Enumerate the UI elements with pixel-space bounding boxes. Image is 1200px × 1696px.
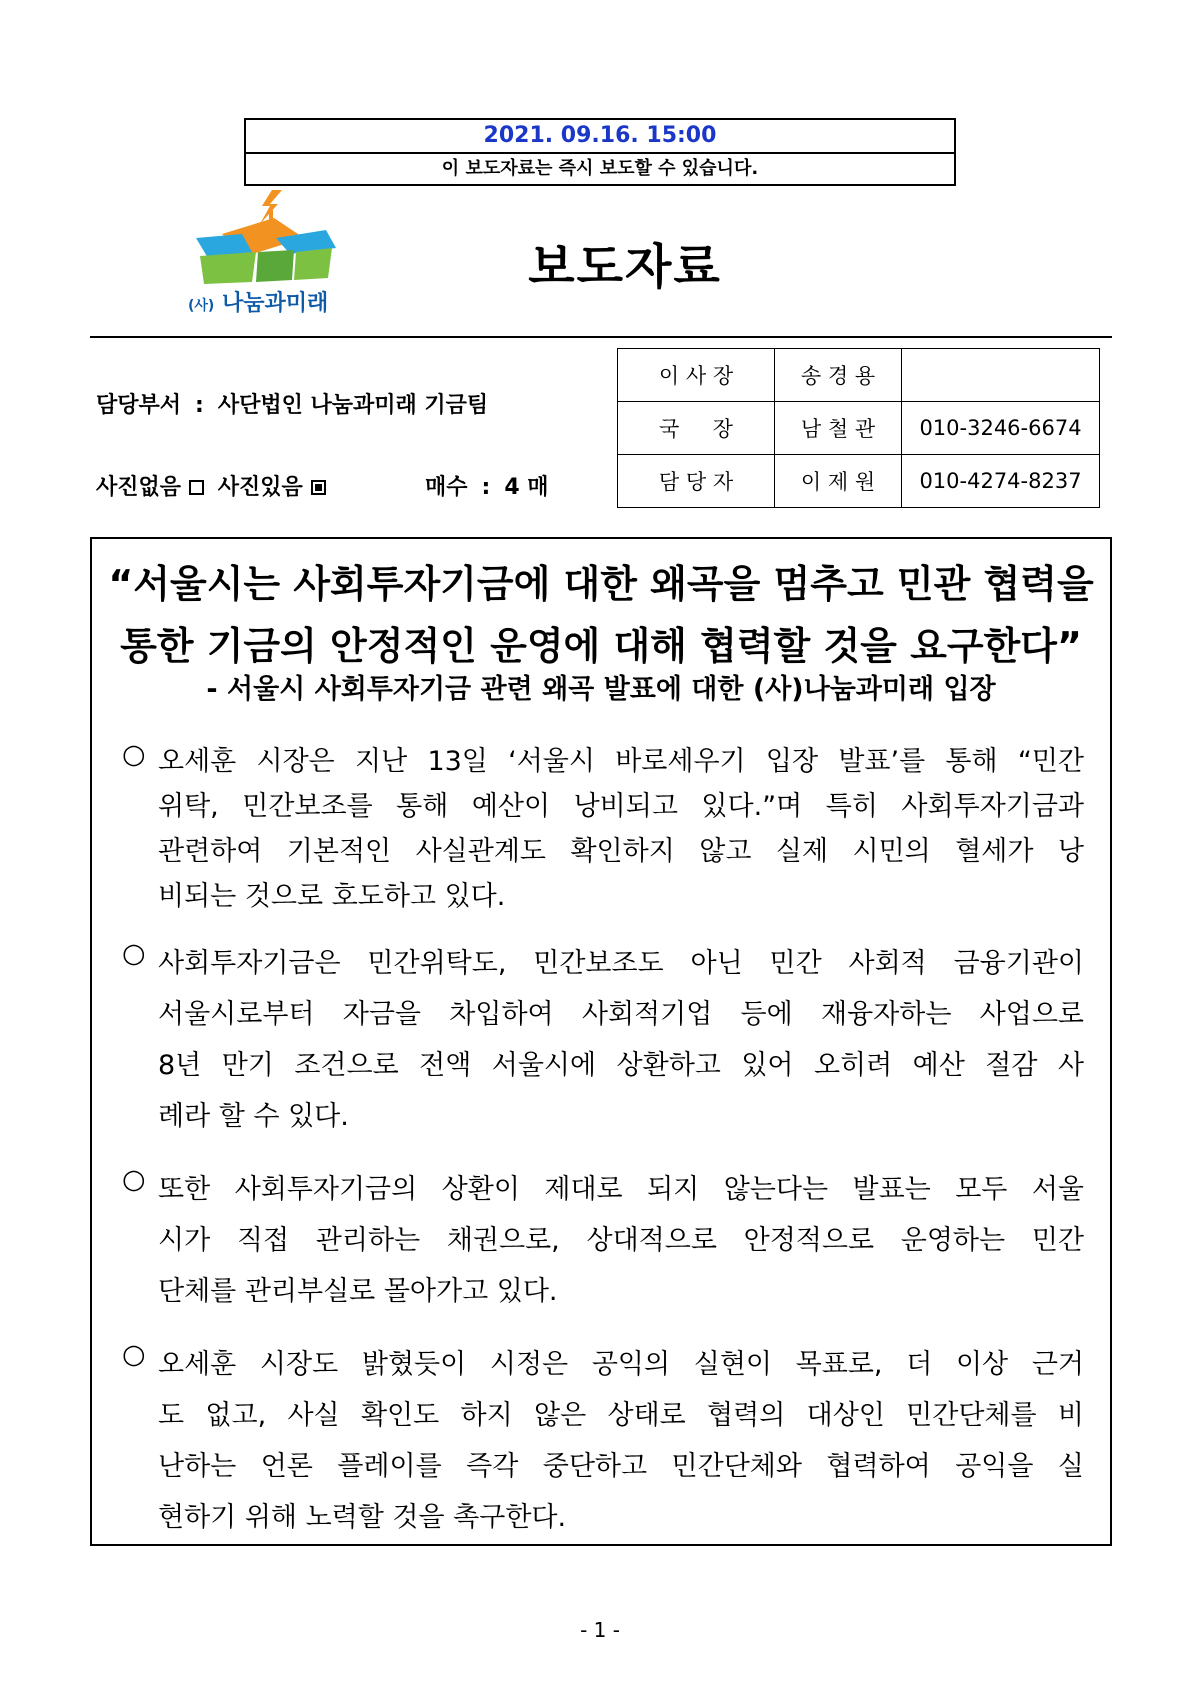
contact-name: 이 제 원 [775, 455, 902, 508]
photo-status: 사진없음 사진있음 [96, 470, 332, 501]
main-content-box: “서울시는 사회투자기금에 대한 왜곡을 멈추고 민관 협력을 통한 기금의 안정적인 운영에 대해 협력할 것을 요구한다” - 서울시 사회투자기금 관련 왜곡 발표에 대한 (사)나눔과미래 입장 ○ 오세훈 시장은 지난 13일 ‘서울시 바로세우기 입장 발표’를 통해 “민간 위탁, 민간보조를 통해 예산이 낭비되고 있다.”며 특히 사회투자기금과 관련하여 기본적인 사실관계도 확인하지 않고 실제 시민의 혈세가 낭 비되는 것으로 호도하고 있다. ○ 사회투자기금은 민간위탁도, 민간보조도 아닌 민간 사회적 금융기관이 서울시로부터 자금을 차입하여 사회적기업 등에 재융자하는 사업으로 8년 만기 조건으로 전액 서울시에 상환하고 있어 오히려 예산 절감 사 례라 할 수 있다. ○ 또한 사회투자기금의 상환이 제대로 되지 않는다는 발표는 모두 서울 시가 직접 관리하는 채권으로, 상대적으로 안정적으로 운영하는 민간 단체를 관리부실로 몰아가고 있다. ○ 오세훈 시장도 밝혔듯이 시정은 공익의 실현이 목표로, 더 이상 근거 도 없고, 사실 확인도 하지 않은 상태로 협력의 대상인 민간단체를 비 난하는 언론 플레이를 즉각 중단하고 민간단체와 협력하여 공익을 실 현하기 위해 노력할 것을 촉구한다. [90, 537, 1112, 1546]
release-note: 이 보도자료는 즉시 보도할 수 있습니다. [441, 158, 759, 179]
bullet: ○ [122, 938, 146, 969]
contact-table [617, 348, 1100, 508]
house-logo-icon [186, 190, 376, 290]
no-photo-checkbox [189, 480, 204, 495]
department-line: 담당부서 : 사단법인 나눔과미래 기금팀 [96, 393, 489, 418]
contact-role: 담 당 자 [618, 455, 775, 508]
photo-checkbox [311, 480, 326, 495]
page-count: 매수 : 4 매 [425, 475, 549, 500]
subheadline: - 서울시 사회투자기금 관련 왜곡 발표에 대한 (사)나눔과미래 입장 [206, 674, 996, 705]
contact-name: 송 경 용 [775, 349, 902, 402]
table-row [618, 402, 1100, 455]
release-date: 2021. 09.16. 15:00 [246, 120, 954, 154]
headline: “서울시는 사회투자기금에 대한 왜곡을 멈추고 민관 협력을 통한 기금의 안정적인 운영에 대해 협력할 것을 요구한다” [108, 562, 1094, 668]
bullet: ○ [122, 1164, 146, 1195]
bullet: ○ [122, 739, 146, 770]
page-number: - 1 - [580, 1618, 620, 1642]
contact-phone: 010-3246-6674 [902, 402, 1100, 455]
document-title: 보도자료 [528, 239, 722, 295]
contact-role: 이 사 장 [618, 349, 775, 402]
contact-name: 남 철 관 [775, 402, 902, 455]
organization-logo [186, 190, 376, 330]
contact-role: 국 장 [618, 402, 775, 455]
bullet: ○ [122, 1339, 146, 1370]
header-divider [90, 336, 1112, 338]
contact-phone [902, 349, 1100, 402]
contact-phone: 010-4274-8237 [902, 455, 1100, 508]
table-row [618, 455, 1100, 508]
organization-name: (사) 나눔과미래 [188, 291, 329, 316]
table-row [618, 349, 1100, 402]
release-box [244, 118, 956, 186]
